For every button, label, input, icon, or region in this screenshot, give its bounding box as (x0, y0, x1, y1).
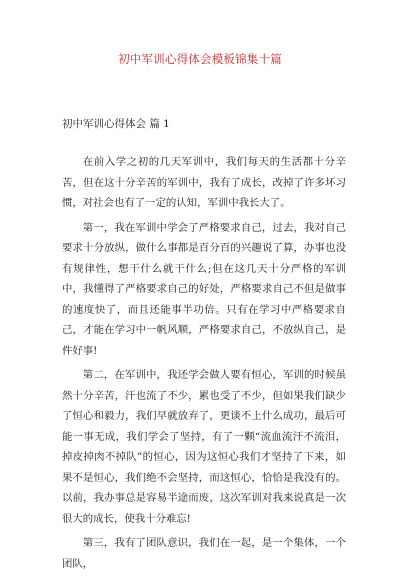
document-title: 初中军训心得体会模板锦集十篇 (118, 52, 282, 66)
section-heading: 初中军训心得体会 篇 1 (62, 118, 170, 130)
paragraph: 第一，我在军训中学会了严格要求自己，过去，我对自己要求十分放纵，做什么事都是百分百的兴趣说了算，办事也没有规律性，想干什么就干什么;但在这几天十分严格的军训中，我懂得了严格要求自己的好处，严格要求自己不但是做事的速度快了，而且还能事半功倍。只有在学习中严格要求自己，才能在学习中一帆风顺，严格要求自己，不放纵自己，是件好事! (62, 221, 346, 357)
paragraph: 在前入学之初的几天军训中，我们每天的生活都十分辛苦，但在这十分辛苦的军训中，我有了成长，改掉了许多坏习惯，对社会也有了一定的认知，军训中我长大了。 (62, 156, 346, 209)
document-body (62, 152, 346, 578)
paragraph: 第三，我有了团队意识，我们在一起，是一个集体，一个团队， (62, 537, 346, 570)
paragraph: 第二，在军训中，我还学会做人要有恒心，军训的时候虽然十分辛苦，汗也流了不少，累也受了不少，但如果我们缺少了恒心和毅力，我们早就放弃了，更谈不上什么成功，最后可能一事无成，我们学会了坚持，有了一颗“流血流汗不流泪，掉皮掉肉不掉队”的恒心，因为这恒心我们才坚持了下来，如果不是恒心，我们绝不会坚持，而这恒心，恰恰是我没有的。以前，我办事总是容易半途而废，这次军训对我来说真是一次很大的成长，使我十分难忘! (62, 369, 346, 525)
